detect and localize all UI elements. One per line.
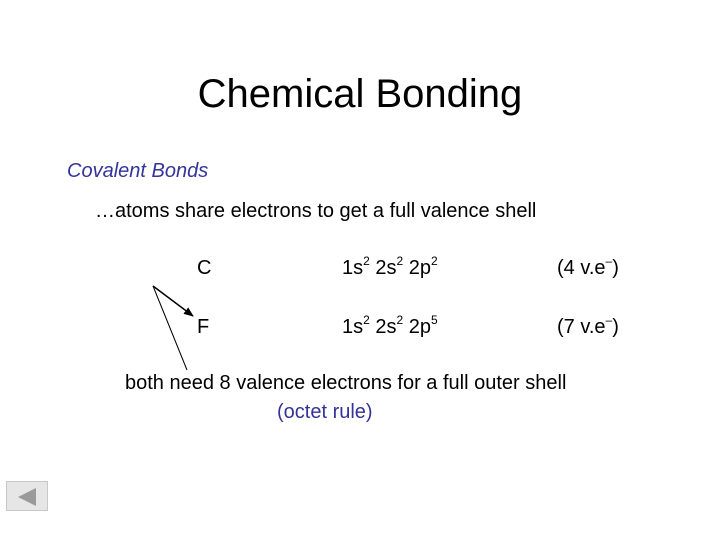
lead-text: …atoms share electrons to get a full valence shell <box>95 200 537 222</box>
slide-title: Chemical Bonding <box>197 72 523 116</box>
octet-note: both need 8 valence electrons for a full outer shell <box>125 372 567 394</box>
section-subtitle: Covalent Bonds <box>67 160 209 182</box>
orbital-2s: 2s <box>375 257 397 279</box>
orbital-2p-count: 2 <box>431 254 438 268</box>
previous-slide-button[interactable] <box>6 481 48 511</box>
orbital-1s-count: 2 <box>363 254 370 268</box>
orbital-2p: 2p <box>408 257 431 279</box>
orbital-1s: 1s <box>342 257 364 279</box>
back-arrow-icon <box>18 488 36 506</box>
orbital-2p: 2p <box>408 316 431 338</box>
orbital-2s-count: 2 <box>396 254 404 268</box>
valence-close: ) <box>612 257 619 279</box>
orbital-2s-count: 2 <box>396 313 404 327</box>
valence-close: ) <box>612 316 619 338</box>
octet-rule-label: (octet rule) <box>277 401 373 423</box>
orbital-1s: 1s <box>342 316 364 338</box>
electron-charge: – <box>605 313 613 327</box>
orbital-2p-count: 5 <box>431 313 438 327</box>
orbital-1s-count: 2 <box>363 313 370 327</box>
orbital-2s: 2s <box>375 316 397 338</box>
electron-charge: – <box>605 254 613 268</box>
valence-label: (7 v.e <box>557 316 606 338</box>
element-symbol-f: F <box>197 316 210 338</box>
valence-label: (4 v.e <box>557 257 606 279</box>
element-symbol-c: C <box>197 257 212 279</box>
